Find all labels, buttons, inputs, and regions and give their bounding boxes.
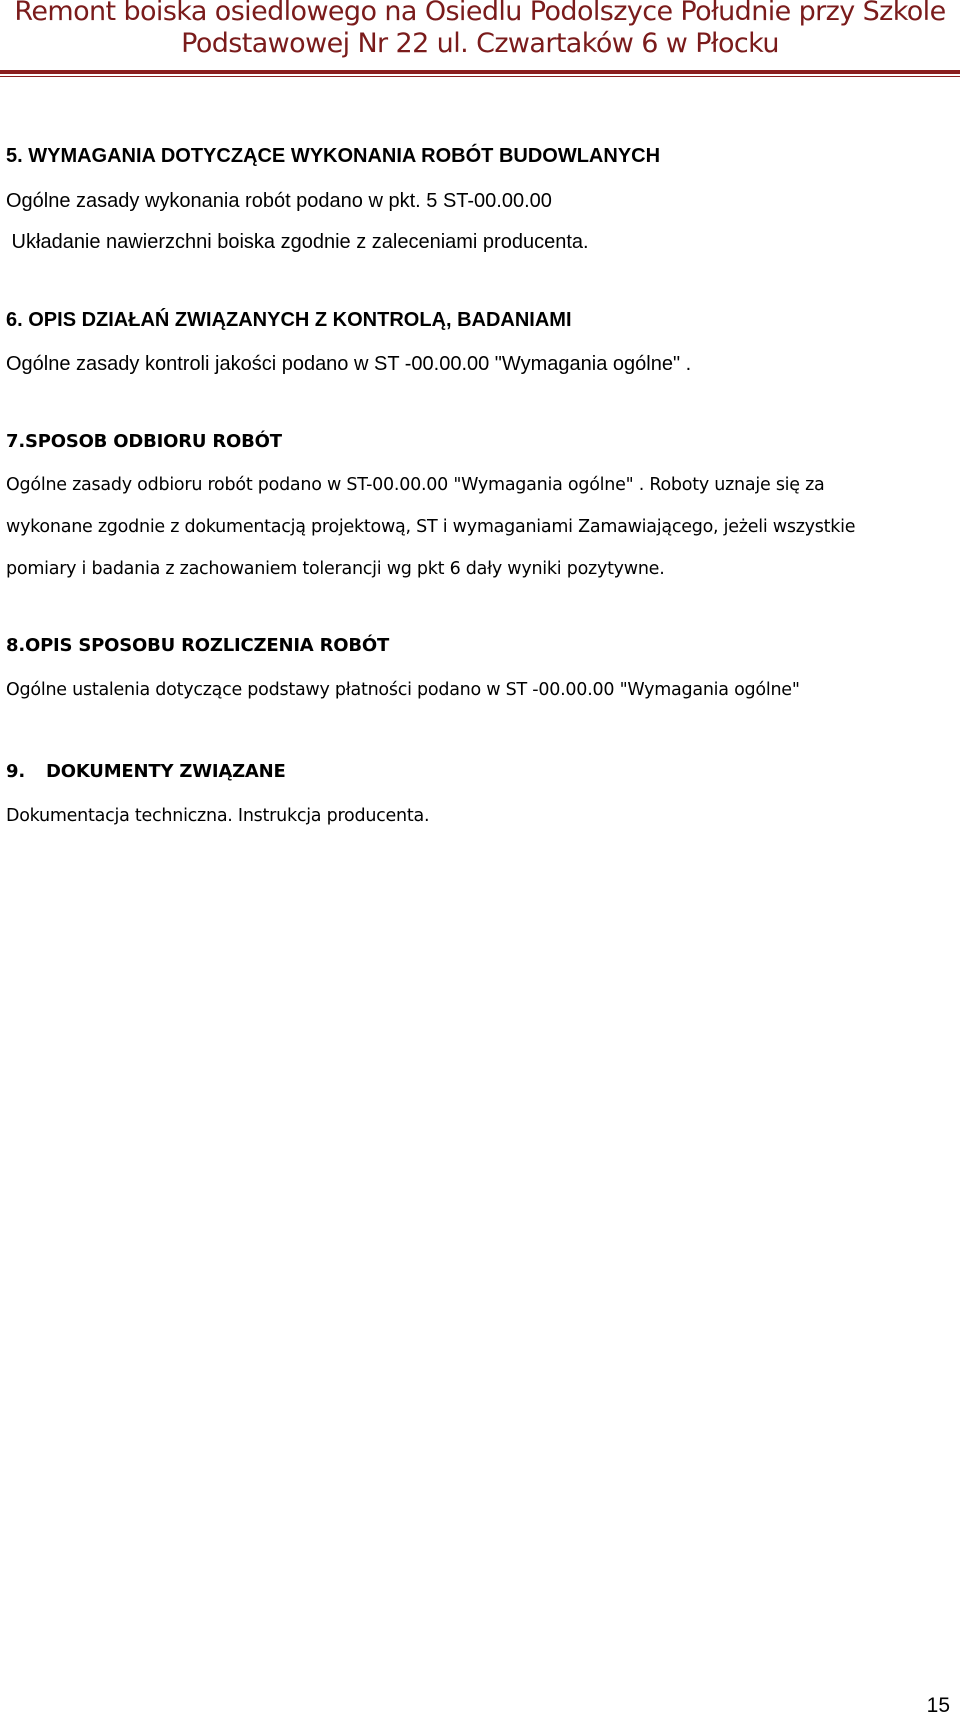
header-rule-thin	[0, 76, 960, 77]
section-5-heading: 5. WYMAGANIA DOTYCZĄCE WYKONANIA ROBÓT BUDOWLANYCH	[6, 145, 661, 167]
section-7-line-1: Ogólne zasady odbioru robót podano w ST-00.00.00 "Wymagania ogólne" . Roboty uznaje się za	[6, 475, 825, 495]
section-5-paragraph-2: Układanie nawierzchni boiska zgodnie z zaleceniami producenta.	[6, 231, 589, 253]
section-5-paragraph-1: Ogólne zasady wykonania robót podano w pkt. 5 ST-00.00.00	[6, 190, 552, 212]
section-7-line-2: wykonane zgodnie z dokumentacją projektową, ST i wymaganiami Zamawiającego, jeżeli wszystkie	[6, 517, 856, 537]
header-rule	[0, 70, 960, 74]
section-6-heading: 6. OPIS DZIAŁAŃ ZWIĄZANYCH Z KONTROLĄ, BADANIAMI	[6, 309, 572, 331]
page-number: 15	[926, 1694, 950, 1717]
section-6-paragraph-1: Ogólne zasady kontroli jakości podano w ST -00.00.00 "Wymagania ogólne" .	[6, 353, 692, 375]
section-9-number: 9.	[6, 761, 25, 782]
header-title-line-2: Podstawowej Nr 22 ul. Czwartaków 6 w Płocku	[181, 28, 779, 59]
section-9-title: DOKUMENTY ZWIĄZANE	[46, 761, 286, 782]
section-9-paragraph-1: Dokumentacja techniczna. Instrukcja producenta.	[6, 806, 430, 826]
section-7-paragraph	[6, 464, 956, 590]
section-9-heading	[6, 760, 286, 784]
section-7-line-3: pomiary i badania z zachowaniem tolerancji wg pkt 6 dały wyniki pozytywne.	[6, 559, 665, 579]
section-8-heading: 8.OPIS SPOSOBU ROZLICZENIA ROBÓT	[6, 635, 390, 656]
section-7-heading: 7.SPOSOB ODBIORU ROBÓT	[6, 431, 282, 452]
section-8-paragraph-1: Ogólne ustalenia dotyczące podstawy płatności podano w ST -00.00.00 "Wymagania ogólne"	[6, 680, 800, 700]
page-header	[0, 0, 960, 60]
header-title-line-1: Remont boiska osiedlowego na Osiedlu Podolszyce Południe przy Szkole	[14, 0, 946, 27]
